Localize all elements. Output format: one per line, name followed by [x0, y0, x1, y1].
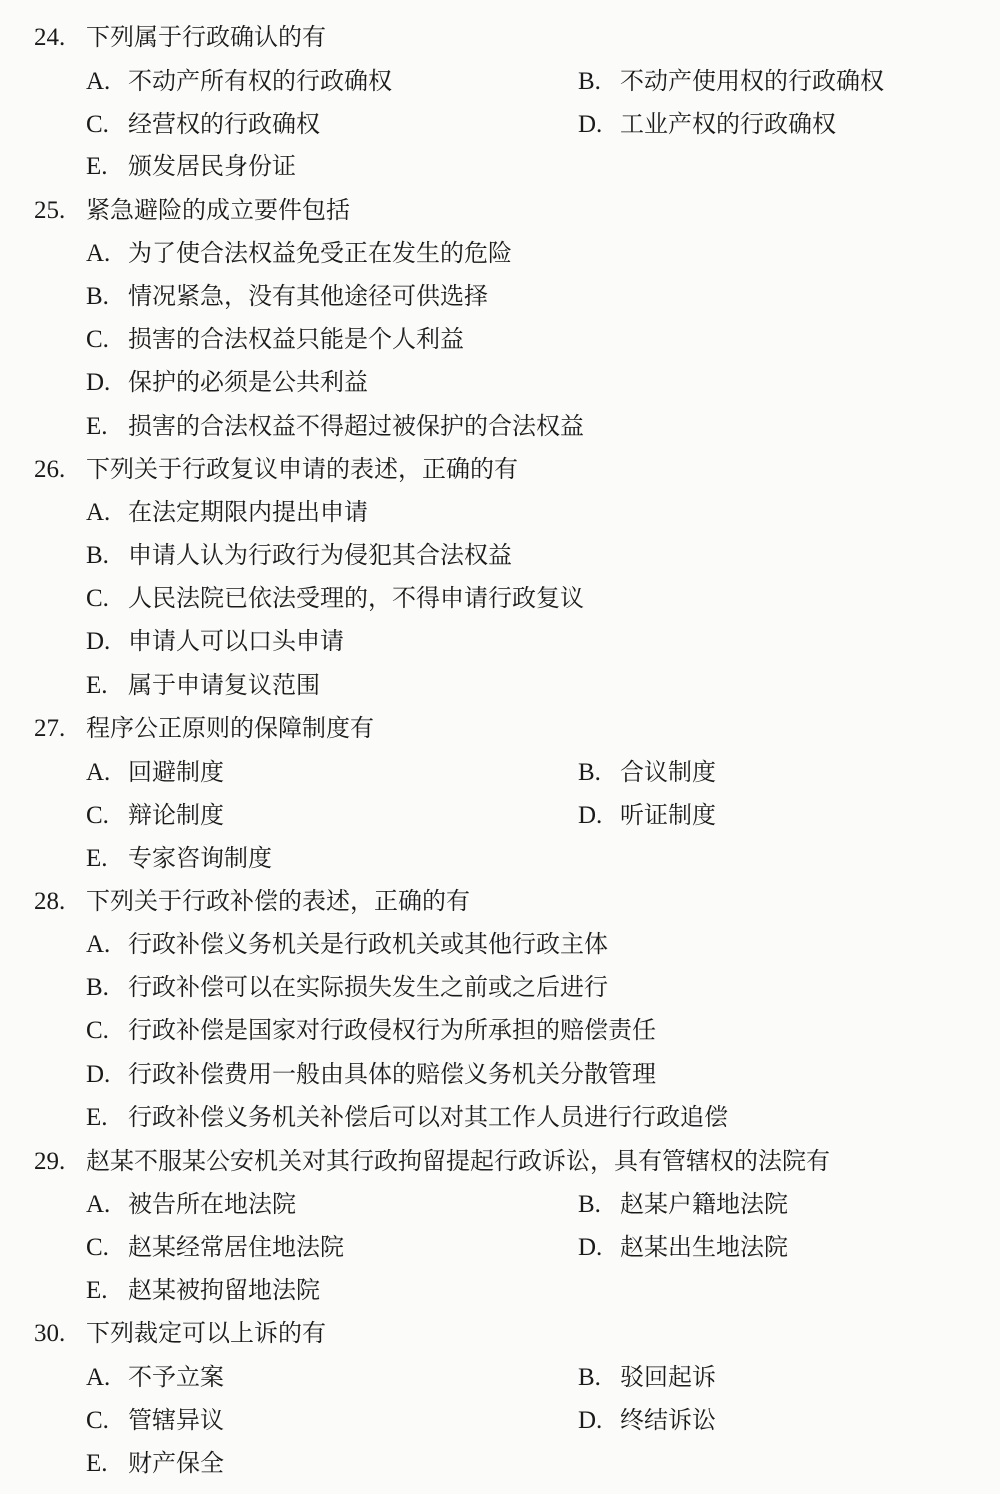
question-25-stem: [34, 195, 350, 225]
question-30-option-d: [578, 1405, 716, 1435]
question-28-option-b: [86, 972, 608, 1002]
question-26-option-b: [86, 540, 512, 570]
option-text: 人民法院已依法受理的，不得申请行政复议: [128, 584, 584, 612]
question-28-option-e: [86, 1102, 728, 1132]
question-number: 29.: [34, 1148, 66, 1175]
question-text: 赵某不服某公安机关对其行政拘留提起行政诉讼，具有管辖权的法院有: [86, 1147, 830, 1175]
option-text: 情况紧急，没有其他途径可供选择: [128, 282, 488, 310]
question-28-option-d: [86, 1059, 656, 1089]
option-text: 损害的合法权益只能是个人利益: [128, 325, 464, 353]
option-letter: B.: [86, 283, 109, 310]
question-30-option-e: [86, 1448, 224, 1478]
question-24-option-b: [578, 66, 884, 96]
option-text: 管辖异议: [128, 1406, 224, 1434]
option-text: 合议制度: [620, 758, 716, 786]
option-text: 经营权的行政确权: [128, 110, 320, 138]
question-24-option-e: [86, 151, 296, 181]
option-letter: D.: [578, 111, 603, 138]
question-26-option-c: [86, 583, 584, 613]
question-25-option-b: [86, 281, 488, 311]
option-letter: B.: [578, 68, 601, 95]
question-text: 下列关于行政复议申请的表述，正确的有: [86, 455, 518, 483]
question-24-stem: [34, 22, 326, 52]
question-28-option-a: [86, 929, 608, 959]
option-letter: E.: [86, 1104, 108, 1131]
option-text: 行政补偿义务机关是行政机关或其他行政主体: [128, 930, 608, 958]
option-text: 终结诉讼: [620, 1406, 716, 1434]
option-text: 保护的必须是公共利益: [128, 368, 368, 396]
option-text: 工业产权的行政确权: [620, 110, 836, 138]
question-26-option-d: [86, 626, 344, 656]
option-letter: C.: [86, 585, 109, 612]
question-25-option-a: [86, 238, 512, 268]
question-27-option-e: [86, 843, 272, 873]
option-letter: A.: [86, 759, 111, 786]
option-text: 申请人认为行政行为侵犯其合法权益: [128, 541, 512, 569]
question-text: 下列关于行政补偿的表述，正确的有: [86, 887, 470, 915]
question-28-stem: [34, 886, 470, 916]
option-letter: A.: [86, 931, 111, 958]
question-29-option-a: [86, 1189, 296, 1219]
option-text: 听证制度: [620, 801, 716, 829]
option-letter: D.: [578, 802, 603, 829]
question-30-option-b: [578, 1362, 716, 1392]
option-letter: A.: [86, 68, 111, 95]
question-29-stem: [34, 1146, 830, 1176]
option-text: 在法定期限内提出申请: [128, 498, 368, 526]
option-text: 申请人可以口头申请: [128, 627, 344, 655]
question-text: 紧急避险的成立要件包括: [86, 196, 350, 224]
option-letter: A.: [86, 499, 111, 526]
option-text: 不动产所有权的行政确权: [128, 67, 392, 95]
option-text: 行政补偿义务机关补偿后可以对其工作人员进行行政追偿: [128, 1103, 728, 1131]
option-letter: D.: [578, 1407, 603, 1434]
option-letter: B.: [578, 1191, 601, 1218]
question-27-option-d: [578, 800, 716, 830]
option-text: 不予立案: [128, 1363, 224, 1391]
question-24-option-c: [86, 109, 320, 139]
option-text: 专家咨询制度: [128, 844, 272, 872]
option-text: 为了使合法权益免受正在发生的危险: [128, 239, 512, 267]
question-27-option-a: [86, 757, 224, 787]
question-text: 下列属于行政确认的有: [86, 23, 326, 51]
option-letter: C.: [86, 1234, 109, 1261]
question-26-option-e: [86, 670, 320, 700]
option-letter: C.: [86, 1017, 109, 1044]
option-letter: B.: [86, 542, 109, 569]
option-letter: B.: [578, 759, 601, 786]
option-text: 行政补偿是国家对行政侵权行为所承担的赔偿责任: [128, 1016, 656, 1044]
option-letter: B.: [86, 974, 109, 1001]
option-letter: A.: [86, 240, 111, 267]
option-text: 不动产使用权的行政确权: [620, 67, 884, 95]
question-28-option-c: [86, 1015, 656, 1045]
option-text: 赵某经常居住地法院: [128, 1233, 344, 1261]
question-30-stem: [34, 1318, 326, 1348]
question-text: 程序公正原则的保障制度有: [86, 714, 374, 742]
question-number: 26.: [34, 456, 66, 483]
option-letter: C.: [86, 111, 109, 138]
option-letter: B.: [578, 1364, 601, 1391]
option-text: 颁发居民身份证: [128, 152, 296, 180]
option-letter: C.: [86, 326, 109, 353]
question-number: 25.: [34, 197, 66, 224]
option-text: 财产保全: [128, 1449, 224, 1477]
question-29-option-e: [86, 1275, 320, 1305]
option-letter: E.: [86, 1277, 108, 1304]
question-25-option-c: [86, 324, 464, 354]
question-30-option-c: [86, 1405, 224, 1435]
option-letter: E.: [86, 153, 108, 180]
question-27-option-b: [578, 757, 716, 787]
question-number: 24.: [34, 24, 66, 51]
option-letter: A.: [86, 1191, 111, 1218]
question-30-option-a: [86, 1362, 224, 1392]
option-letter: E.: [86, 413, 108, 440]
option-letter: C.: [86, 1407, 109, 1434]
option-letter: D.: [86, 369, 111, 396]
option-text: 驳回起诉: [620, 1363, 716, 1391]
question-27-stem: [34, 713, 374, 743]
question-29-option-b: [578, 1189, 788, 1219]
question-number: 27.: [34, 715, 66, 742]
option-text: 损害的合法权益不得超过被保护的合法权益: [128, 412, 584, 440]
option-letter: D.: [86, 628, 111, 655]
question-text: 下列裁定可以上诉的有: [86, 1319, 326, 1347]
option-text: 被告所在地法院: [128, 1190, 296, 1218]
option-letter: D.: [578, 1234, 603, 1261]
option-letter: E.: [86, 672, 108, 699]
question-25-option-d: [86, 367, 368, 397]
question-29-option-c: [86, 1232, 344, 1262]
option-letter: C.: [86, 802, 109, 829]
option-text: 行政补偿费用一般由具体的赔偿义务机关分散管理: [128, 1060, 656, 1088]
option-letter: E.: [86, 1450, 108, 1477]
question-24-option-d: [578, 109, 836, 139]
option-letter: D.: [86, 1061, 111, 1088]
question-number: 28.: [34, 888, 66, 915]
question-26-stem: [34, 454, 518, 484]
option-text: 行政补偿可以在实际损失发生之前或之后进行: [128, 973, 608, 1001]
option-letter: E.: [86, 845, 108, 872]
option-text: 赵某出生地法院: [620, 1233, 788, 1261]
option-text: 属于申请复议范围: [128, 671, 320, 699]
question-29-option-d: [578, 1232, 788, 1262]
option-text: 回避制度: [128, 758, 224, 786]
question-24-option-a: [86, 66, 392, 96]
question-27-option-c: [86, 800, 224, 830]
option-letter: A.: [86, 1364, 111, 1391]
option-text: 赵某被拘留地法院: [128, 1276, 320, 1304]
option-text: 赵某户籍地法院: [620, 1190, 788, 1218]
question-number: 30.: [34, 1320, 66, 1347]
question-26-option-a: [86, 497, 368, 527]
question-25-option-e: [86, 411, 584, 441]
option-text: 辩论制度: [128, 801, 224, 829]
